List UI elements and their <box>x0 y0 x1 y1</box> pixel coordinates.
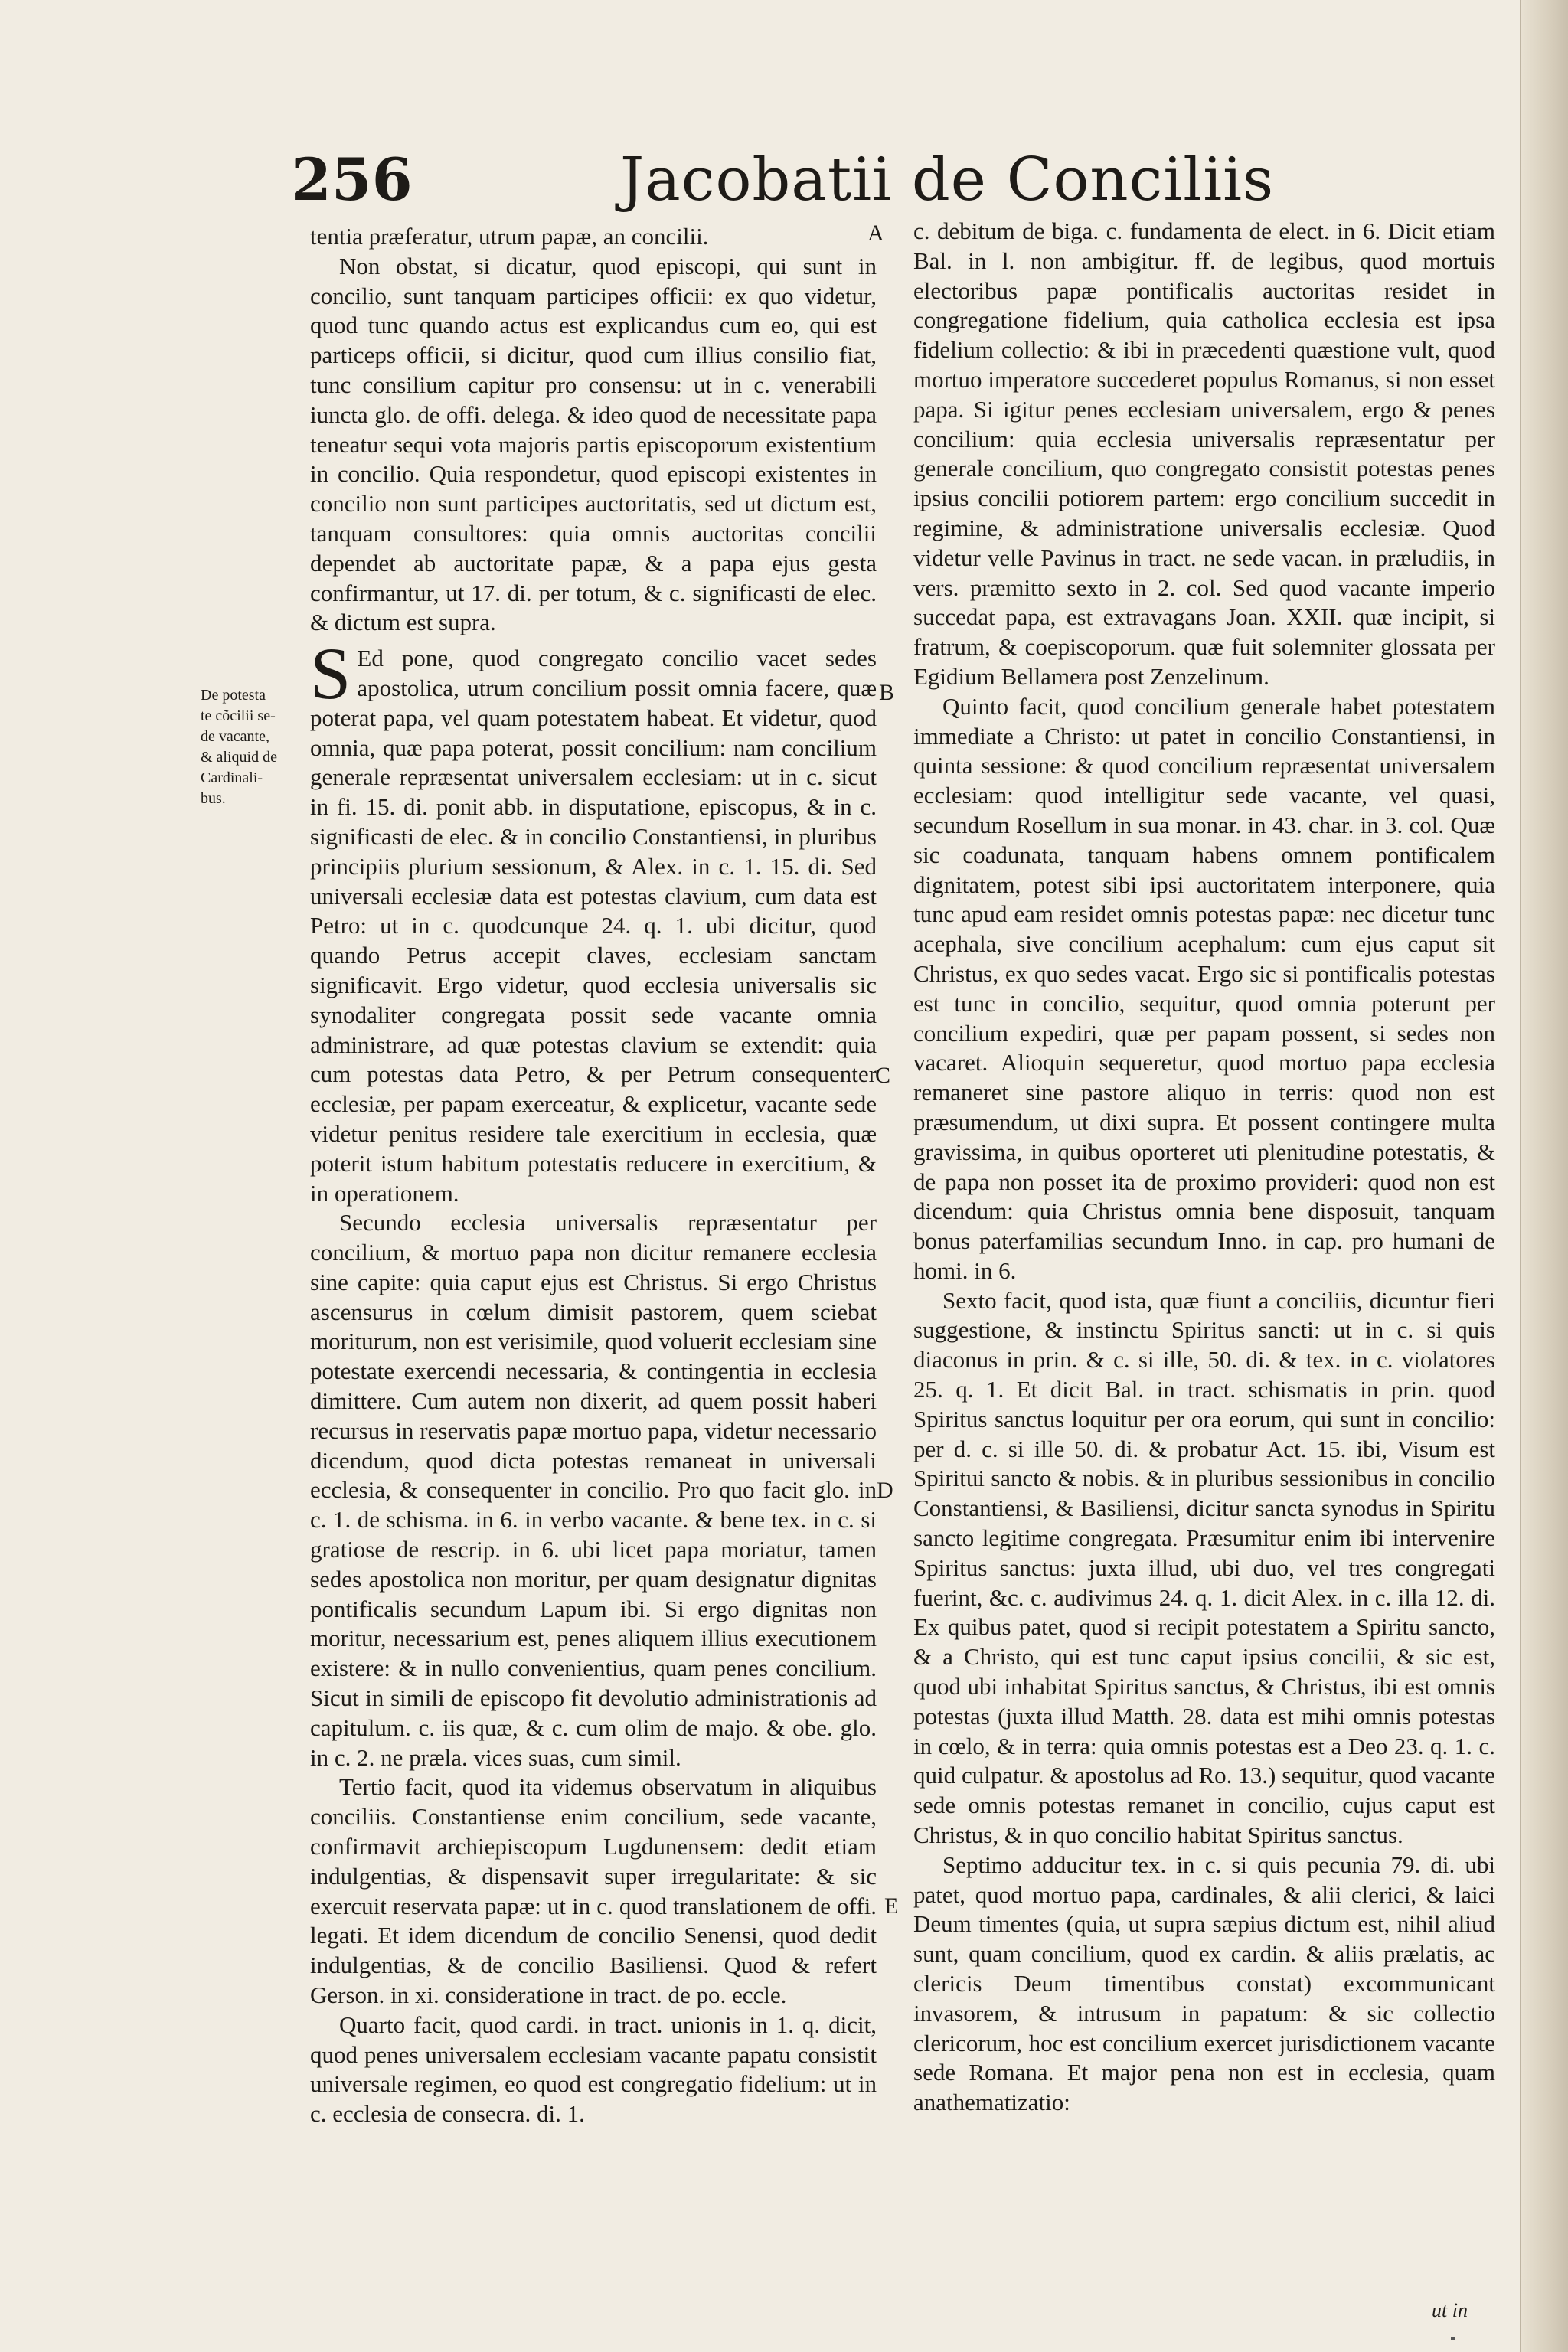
margin-note-line: Cardinali- <box>201 769 263 786</box>
margin-note <box>201 685 308 809</box>
margin-note-line: bus. <box>201 790 226 807</box>
left-column <box>310 222 877 2129</box>
section-marker-a: A <box>867 220 884 246</box>
paragraph: Quarto facit, quod cardi. in tract. unionis in 1. q. dicit, quod penes universalem ecclesiam vacante papatu consistit universale regimen, eo quod est congregatio fidelium: ut in c. ecclesia de consecra. di. 1. <box>310 2011 877 2128</box>
margin-note-line: & aliquid de <box>201 749 277 766</box>
section-marker-e: E <box>884 1893 899 1919</box>
paragraph: Non obstat, si dicatur, quod episcopi, qui sunt in concilio, sunt tanquam participes officii: ex quo videtur, quod tunc quando actus est explicandus cum eo, qui est particeps officii, si dicitur, quod cum illius consilio fiat, tunc consilium capitur pro consensu: ut in c. venerabili iuncta glo. de offi. delega. & ideo quod de necessitate papa teneatur sequi vota majoris partis episcoporum existentium in concilio. Quia respondetur, quod episcopi existentes in concilio non sunt participes auctoritatis, sed ut dictum est, tanquam consultores: quia omnis auctoritas concilii dependet ab auctoritate papæ, & a papa ejus gesta confirmantur, ut 17. di. per totum, & c. significasti de elec. & dictum est supra. <box>310 252 877 636</box>
page-number: 256 <box>291 145 413 214</box>
ink-mark <box>1451 2337 1455 2340</box>
margin-note-line: De potesta <box>201 687 266 704</box>
running-head <box>291 145 1485 214</box>
paragraph: Secundo ecclesia universalis repræsentatur per concilium, & mortuo papa non dicitur remanere ecclesia sine capite: quia caput ejus est Christus. Si ergo Christus ascensurus in cœlum dimisit pastorem, quem sciebat moriturum, non est verisimile, quod voluerit ecclesiam sine potestate exercendi necessaria, & contingentia in ecclesia dimittere. Cum autem non dixerit, ad quem possit haberi recursus in reservatis papæ mortuo papa, videtur necessario dicendum, quod dicta potestas remaneat in universali ecclesia, & consequenter in concilio. Pro quo facit glo. in c. 1. de schisma. in 6. in verbo vacante. & bene tex. in c. si gratiose de rescrip. in 6. ubi licet papa moriatur, tamen sedes apostolica non moritur, per quam designatur dignitas pontificalis secundum Lapum ibi. Si ergo dignitas non moritur, necessarium est, penes aliquem illius executionem existere: & in nullo convenientius, quam penes concilium. Sicut in simili de episcopo fit devolutio administrationis ad capitulum. c. iis quæ, & c. cum olim de majo. & obe. glo. in c. 2. ne præla. vices suas, cum simil. <box>310 1209 877 1771</box>
paragraph: Tertio facit, quod ita videmus observatum in aliquibus conciliis. Constantiense enim concilium, sede vacante, confirmavit archiepiscopum Lugdunensem: dedit etiam indulgentias, & dispensavit super irregularitate: & sic exercuit reservata papæ: ut in c. quod translationem de offi. legati. Et idem dicendum de concilio Senensi, quod dedit indulgentias, & de concilio Basiliensi. Quod & refert Gerson. in xi. consideratione in tract. de po. eccle. <box>310 1773 877 2009</box>
page-gutter-shadow <box>1520 0 1568 2352</box>
paragraph: c. debitum de biga. c. fundamenta de elect. in 6. Dicit etiam Bal. in l. non ambigitur. ff. de legibus, quod mortuis electoribus papæ pontificalis auctoritas residet in congregatione fidelium, quia catholica ecclesia est ipsa fidelium collectio: & ibi in præcedenti quæstione vult, quod mortuo imperatore succederet populus Romanus, si non esset papa. Si igitur penes ecclesiam universalem, ergo & penes concilium: quia ecclesia universalis repræsentatur per generale concilium, quo congregato consistit potestas penes ipsius concilii potiorem partem: ergo concilium succedit in regimine, & administratione universalis ecclesiæ. Quod videtur velle Pavinus in tract. ne sede vacan. in præludiis, in vers. præmitto sexto in 2. col. Sed quod vacante imperio succedat papa, est extravagans Joan. XXII. quæ incipit, si fratrum, & coepiscoporum. quæ fuit solemniter glossata per Egidium Bellamera post Zenzelinum. <box>913 217 1495 690</box>
margin-note-line: de vacante, <box>201 728 270 745</box>
paragraph: tentia præferatur, utrum papæ, an concilii. <box>310 223 709 250</box>
section-marker-d: D <box>877 1478 893 1503</box>
drop-cap-letter: S <box>310 632 351 715</box>
paragraph-text: Ed pone, quod congregato concilio vacet sedes apostolica, utrum concilium possit omnia facere, quæ poterat papa, vel quam potestatem habeat. Et videtur, quod omnia, quæ papa poterat, possit concilium: nam concilium generale repræsentat universalem ecclesiam: ut in c. sicut in fi. 15. di. ponit abb. in disputatione, episcopus, & in c. significasti de elec. & in concilio Constantiensi, in pluribus principiis plurium sessionum, & Alex. in c. 1. 15. di. Sed universali ecclesiæ data est potestas clavium, cum data est Petro: ut in c. quodcunque 24. q. 1. ubi dicitur, quod quando Petrus accepit claves, ecclesiam sanctam significavit. Ergo videtur, quod ecclesia universalis sic synodaliter congregata possit sede vacante omnia administrare, ad quæ potestas clavium se extendit: quia cum potestas data Petro, & per Petrum consequenter ecclesiæ, per papam exerceatur, & explicetur, vacante sede videtur penitus residere tale exercitium in ecclesia, quæ poterit istum habitum potestatis reducere in exercitium, & in operationem. <box>310 645 877 1207</box>
paragraph: Septimo adducitur tex. in c. si quis pecunia 79. di. ubi patet, quod mortuo papa, cardinales, & alii clerici, & laici Deum timentes (quia, ut supra sæpius dictum est, nihil aliud sunt, quam concilium, quod ex cardin. & aliis prælatis, ac clericis Deum timentibus constat) excommunicant invasorem, & intrusum in papatum: & sic collectio clericorum, hoc est concilium exercet jurisdictionem vacante sede Romana. Et major pena non est in ecclesia, quam anathematizatio: <box>913 1851 1495 2116</box>
section-marker-b: B <box>879 680 895 705</box>
paragraph: Quinto facit, quod concilium generale habet potestatem immediate a Christo: ut patet in concilio Constantiensi, in quinta sessione: & quod concilium repræsentat universalem ecclesiam: quod intelligitur sede vacante, vel quasi, secundum Rosellum in sua monar. in 43. char. in 3. col. Quæ sic coadunata, tanquam habens omnem pontificalem dignitatem, potest sibi ipsi auctoritatem interponere, quia tunc apud eam residet omnis potestas papæ: nec dicetur tunc acephala, sive concilium acephalum: cum ejus caput sit Christus, ex quo sedes vacat. Ergo sic si pontificalis potestas est tunc in concilio, sequitur, quod omnia poterunt per concilium expediri, quæ per papam possent, si sedes non vacaret. Alioquin sequeretur, quod mortuo papa ecclesia remaneret sine pastore aliquo in terris: quod non est præsumendum, ut dixi supra. Et possent contingere multa gravissima, in quibus oporteret uti plenitudine potestatis, & de papa non posset ita de proximo provideri: quod non est dicendum: quia Christus omnia bene disposuit, tanquam bonus paterfamilias secundum Inno. in cap. pro humani de homi. in 6. <box>913 692 1495 1284</box>
margin-note-line: te cõcilii se- <box>201 707 276 724</box>
catchword: ut in <box>1432 2299 1468 2321</box>
right-column <box>913 217 1495 2118</box>
section-marker-c: C <box>875 1063 891 1088</box>
paragraph: Sexto facit, quod ista, quæ fiunt a conciliis, dicuntur fieri suggestione, & instinctu Spiritus sancti: ut in c. si quis diaconus in prin. & c. si ille, 50. di. & tex. in c. violatores 25. q. 1. Et dicit Bal. in tract. schismatis in prin. quod Spiritus sanctus loquitur per ora eorum, qui sunt in concilio: per d. c. si ille 50. di. & probatur Act. 15. ibi, Visum est Spiritui sancto & nobis. & in pluribus sessionibus in concilio Constantiensi, & Basiliensi, dicitur sancta synodus in Spiritu sancto legitime congregata. Præsumitur enim ibi intervenire Spiritus sanctus: juxta illud, ubi duo, vel tres congregati fuerint, &c. c. audivimus 24. q. 1. dicit Alex. in c. illa 12. di. Ex quibus patet, quod si recipit potestatem a Spiritu sancto, & a Christo, qui est tunc caput ipsius concilii, & sic est, quod ubi inhabitat Spiritus sanctus, & Christus, ibi est omnis potestas (juxta illud Matth. 28. data est mihi omnis potestas in cœlo, & in terra: quia omnis potestas est a Deo 23. q. 1. c. quid culpatur. & apostolus ad Ro. 13.) sequitur, quod vacante sede omnis potestas remanet in concilio, cujus caput est Christus, & in quo concilio habitat Spiritus sanctus. <box>913 1286 1495 1849</box>
page-edge <box>1520 0 1521 2352</box>
running-title: Jacobatii de Conciliis <box>620 145 1275 214</box>
paragraph-with-dropcap <box>310 632 877 1208</box>
